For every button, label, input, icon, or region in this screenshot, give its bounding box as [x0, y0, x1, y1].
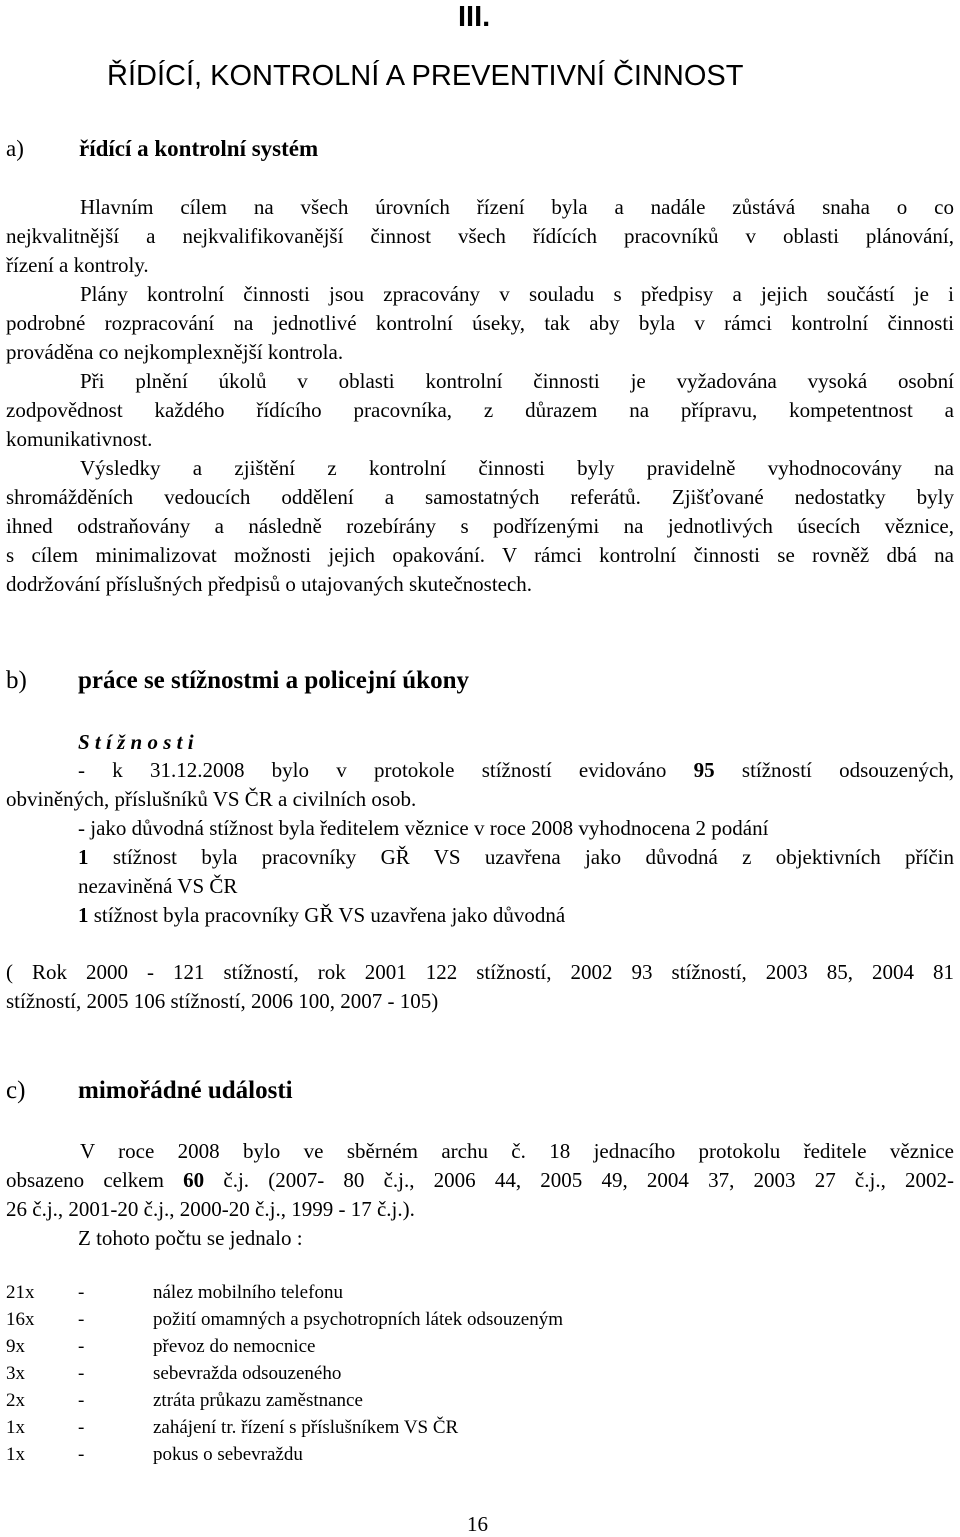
item-text: zahájení tr. řízení s příslušníkem VS ČR — [153, 1417, 459, 1438]
item-dash: - — [78, 1309, 85, 1330]
section-a-letter: a) — [6, 136, 24, 161]
para4-line-5: dodržování příslušných předpisů o utajovaných skutečnostech. — [6, 572, 533, 596]
item-count: 1x — [6, 1444, 25, 1465]
para3-line-3: komunikativnost. — [6, 427, 153, 451]
complaints-line-5: nezaviněná VS ČR — [78, 874, 238, 898]
chapter-title: ŘÍDÍCÍ, KONTROLNÍ A PREVENTIVNÍ ČINNOST — [107, 60, 744, 92]
section-a-paragraph-1 — [6, 193, 954, 280]
complaints-line-3: - jako důvodná stížnost byla ředitelem věznice v roce 2008 vyhodnocena 2 podání — [78, 816, 769, 840]
section-a-title: řídící a kontrolní systém — [79, 136, 319, 161]
item-text: pokus o sebevraždu — [153, 1444, 303, 1465]
para1-line-2: nejkvalitnější a nejkvalifikovanější činnost všech řídících pracovníků v oblasti plánování, — [6, 224, 954, 248]
list-item — [0, 1414, 960, 1441]
complaints-line-4-count: 1 — [78, 845, 89, 869]
section-a-paragraph-2 — [6, 280, 954, 367]
list-item — [0, 1360, 960, 1387]
item-count: 3x — [6, 1363, 25, 1384]
history-line-1: ( Rok 2000 - 121 stížností, rok 2001 122 stížností, 2002 93 stížností, 2003 85, 2004 81 — [6, 960, 954, 984]
para2-line-2: podrobné rozpracování na jednotlivé kontrolní úseky, tak aby byla v rámci kontrolní činnosti — [6, 311, 954, 335]
item-text: převoz do nemocnice — [153, 1336, 316, 1357]
para3-line-2: zodpovědnost každého řídícího pracovníka, z důrazem na přípravu, kompetentnost a — [6, 398, 954, 422]
complaints-line-4 — [78, 843, 954, 872]
section-c-paragraph — [6, 1137, 954, 1224]
complaints-line-4-text: stížnost byla pracovníky GŘ VS uzavřena jako důvodná z objektivních příčin — [112, 845, 955, 869]
incidents-line-1: V roce 2008 bylo ve sběrném archu č. 18 jednacího protokolu ředitele věznice — [80, 1139, 954, 1163]
item-dash: - — [78, 1363, 85, 1384]
list-item — [0, 1279, 960, 1306]
list-item — [0, 1387, 960, 1414]
section-a-paragraph-3 — [6, 367, 954, 454]
item-count: 21x — [6, 1282, 35, 1303]
item-text: ztráta průkazu zaměstnance — [153, 1390, 363, 1411]
incidents-line-2-tail: č.j. (2007- 80 č.j., 2006 44, 2005 49, 2004 37, 2003 27 č.j., 2002- — [223, 1168, 955, 1192]
complaints-line-6-count: 1 — [78, 903, 89, 927]
section-c-title: mimořádné události — [78, 1077, 293, 1104]
section-a-paragraph-4 — [6, 454, 954, 599]
item-dash: - — [78, 1282, 85, 1303]
para1-line-3: řízení a kontroly. — [6, 253, 149, 277]
item-text: požití omamných a psychotropních látek odsouzeným — [153, 1309, 563, 1330]
item-text: nález mobilního telefonu — [153, 1282, 343, 1303]
incidents-line-2-text: obsazeno celkem — [6, 1168, 164, 1192]
list-item — [0, 1306, 960, 1333]
complaints-history — [6, 958, 954, 1016]
incidents-line-2 — [6, 1166, 954, 1195]
para2-line-1: Plány kontrolní činnosti jsou zpracovány v souladu s předpisy a jejich součástí je i — [80, 282, 954, 306]
complaints-line-2: obviněných, příslušníků VS ČR a civilních osob. — [6, 787, 417, 811]
para4-line-1: Výsledky a zjištění z kontrolní činnosti byly pravidelně vyhodnocovány na — [80, 456, 954, 480]
item-count: 1x — [6, 1417, 25, 1438]
item-dash: - — [78, 1336, 85, 1357]
complaints-line-6 — [78, 901, 565, 930]
history-line-2: stížností, 2005 106 stížností, 2006 100, 2007 - 105) — [6, 989, 439, 1013]
section-b-letter: b) — [6, 667, 27, 694]
section-b-title: práce se stížnostmi a policejní úkony — [78, 667, 469, 694]
section-c-letter: c) — [6, 1077, 26, 1104]
item-text: sebevražda odsouzeného — [153, 1363, 342, 1384]
item-count: 2x — [6, 1390, 25, 1411]
item-count: 16x — [6, 1309, 35, 1330]
complaints-line-6-text: stížnost byla pracovníky GŘ VS uzavřena jako důvodná — [93, 903, 566, 927]
complaints-line-1-text: - k 31.12.2008 bylo v protokole stížností evidováno — [78, 758, 667, 782]
para2-line-3: prováděna co nejkomplexnější kontrola. — [6, 340, 344, 364]
para4-line-2: shromážděních vedoucích oddělení a samostatných referátů. Zjišťované nedostatky byly — [6, 485, 954, 509]
incidents-line-3: 26 č.j., 2001-20 č.j., 2000-20 č.j., 1999 - 17 č.j.). — [6, 1197, 415, 1221]
incidents-total: 60 — [183, 1168, 205, 1192]
page-number: 16 — [467, 1512, 488, 1536]
para1-line-1: Hlavním cílem na všech úrovních řízení byla a nadále zůstává snaha o co — [80, 195, 954, 219]
item-dash: - — [78, 1417, 85, 1438]
list-item — [0, 1333, 960, 1360]
chapter-number: III. — [458, 1, 491, 33]
complaints-line-1 — [78, 756, 954, 785]
complaints-subheading: S t í ž n o s t i — [78, 730, 194, 754]
complaints-count: 95 — [693, 758, 715, 782]
complaints-line-1-tail: stížností odsouzených, — [741, 758, 955, 782]
list-item — [0, 1441, 960, 1468]
item-dash: - — [78, 1444, 85, 1465]
para4-line-4: s cílem minimalizovat možnosti jejich opakování. V rámci kontrolní činnosti se rovněž dbá na — [6, 543, 954, 567]
para3-line-1: Při plnění úkolů v oblasti kontrolní činnosti je vyžadována vysoká osobní — [80, 369, 954, 393]
incidents-list — [0, 1279, 960, 1474]
incidents-intro: Z tohoto počtu se jednalo : — [78, 1226, 303, 1250]
item-count: 9x — [6, 1336, 25, 1357]
item-dash: - — [78, 1390, 85, 1411]
para4-line-3: ihned odstraňovány a následně rozebírány s podřízenými na jednotlivých úsecích věznice, — [6, 514, 954, 538]
